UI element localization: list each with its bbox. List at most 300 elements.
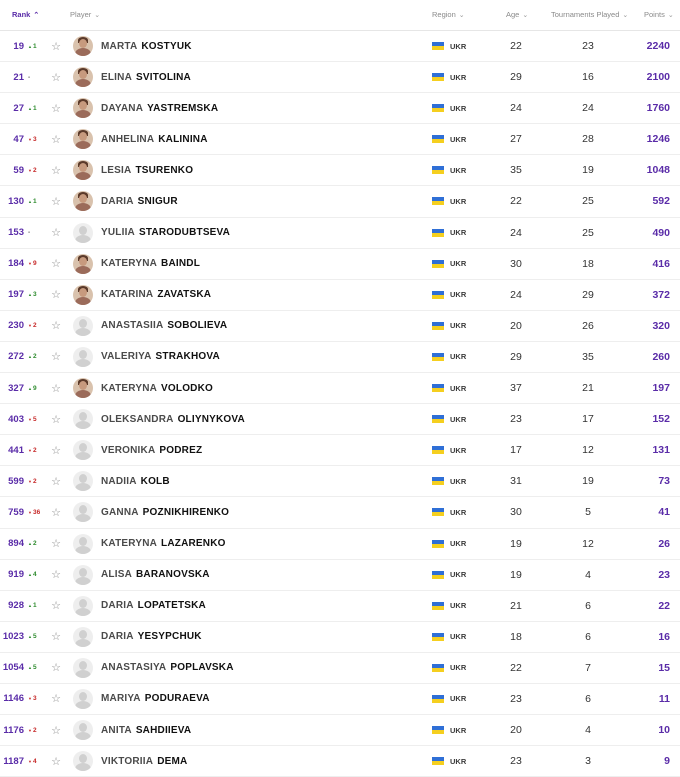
table-row[interactable]: [0, 155, 680, 186]
player-name-link[interactable]: [101, 653, 234, 683]
player-last-name: KALININA: [158, 133, 208, 145]
avatar: [73, 67, 93, 87]
rank-movement: [28, 31, 46, 61]
avatar: [73, 440, 93, 460]
rank-movement: [28, 435, 46, 465]
chevron-down-icon: ⌄: [522, 11, 529, 19]
rank-movement-value: 3: [32, 291, 37, 299]
table-row[interactable]: [0, 342, 680, 373]
sort-age-header[interactable]: [506, 10, 528, 19]
table-row[interactable]: [0, 373, 680, 404]
ukraine-flag-icon: [432, 322, 444, 330]
tournaments-value: 24: [582, 102, 594, 115]
rank-movement: [28, 715, 46, 745]
country-code: UKR: [450, 321, 467, 331]
points-value: 2240: [646, 40, 670, 52]
age-value: 23: [510, 755, 522, 768]
rank-movement: [28, 404, 46, 434]
points-value: 131: [652, 444, 670, 457]
player-name-link[interactable]: [101, 715, 191, 745]
player-name-link[interactable]: [101, 249, 200, 279]
age-value: 24: [510, 226, 522, 239]
favorite-star-icon[interactable]: ☆: [51, 444, 61, 457]
player-avatar-container: [72, 653, 94, 683]
player-last-name: YESYPCHUK: [137, 631, 202, 643]
tournaments-value: 6: [585, 630, 591, 643]
player-first-name: DARIA: [101, 195, 134, 207]
tournaments-value: 19: [582, 475, 594, 488]
movement-arrow-icon: ▼: [28, 478, 32, 484]
points-value: 490: [652, 226, 670, 239]
rank-movement-value: 3: [32, 135, 37, 143]
avatar: [73, 565, 93, 585]
rank-movement: [28, 591, 46, 621]
favorite-star-icon[interactable]: ☆: [51, 631, 61, 644]
country-code: UKR: [450, 601, 467, 611]
player-last-name: BARANOVSKA: [136, 569, 210, 581]
player-first-name: KATERYNA: [101, 382, 158, 394]
player-last-name: ZAVATSKA: [157, 289, 212, 301]
age-value: 20: [510, 319, 522, 332]
player-name-link[interactable]: [101, 31, 192, 61]
country-code: UKR: [450, 165, 467, 175]
sort-rank-header[interactable]: [12, 10, 39, 19]
rank-movement: [28, 249, 46, 279]
rank-value: 441: [8, 444, 24, 456]
country-code: UKR: [450, 352, 467, 362]
rank-movement-value: 5: [32, 415, 37, 423]
table-row[interactable]: [0, 529, 680, 560]
points-value: 2100: [646, 71, 670, 84]
player-name-link[interactable]: [101, 684, 210, 714]
tournaments-value: 16: [582, 71, 594, 84]
rank-movement: [28, 218, 46, 248]
player-first-name: VERONIKA: [101, 444, 156, 456]
favorite-star-icon[interactable]: ☆: [51, 600, 61, 613]
rank-movement: [28, 529, 46, 559]
avatar: [73, 347, 93, 367]
player-last-name: SAHDIIEVA: [135, 724, 192, 736]
country-code: UKR: [450, 632, 467, 642]
age-value: 22: [510, 661, 522, 674]
rank-movement: [28, 560, 46, 590]
rank-value: 230: [8, 320, 24, 332]
favorite-star-icon[interactable]: ☆: [51, 351, 61, 364]
favorite-star-icon[interactable]: ☆: [51, 71, 61, 84]
avatar: [73, 285, 93, 305]
player-avatar-container: [72, 560, 94, 590]
table-row[interactable]: [0, 466, 680, 497]
points-value: 16: [658, 630, 670, 643]
table-row[interactable]: [0, 497, 680, 528]
table-row[interactable]: [0, 591, 680, 622]
age-value: 20: [510, 724, 522, 737]
points-value: 9: [664, 755, 670, 768]
ukraine-flag-icon: [432, 602, 444, 610]
movement-arrow-icon: ▼: [28, 136, 32, 142]
table-row[interactable]: [0, 311, 680, 342]
player-name-link[interactable]: [101, 280, 211, 310]
tournaments-value: 6: [585, 692, 591, 705]
ukraine-flag-icon: [432, 353, 444, 361]
player-last-name: KOSTYUK: [141, 40, 192, 52]
movement-arrow-icon: ▲: [28, 354, 32, 360]
player-first-name: OLEKSANDRA: [101, 413, 174, 425]
country-code: UKR: [450, 507, 467, 517]
tournaments-value: 4: [585, 568, 591, 581]
avatar: [73, 751, 93, 771]
rank-movement: [28, 466, 46, 496]
movement-arrow-icon: ▼: [28, 509, 32, 515]
player-first-name: DARIA: [101, 600, 134, 612]
rank-movement-value: 2: [32, 477, 37, 485]
rank-movement-value: 36: [32, 508, 41, 516]
country-code: UKR: [450, 445, 467, 455]
player-name-link[interactable]: [101, 497, 229, 527]
tournaments-value: 25: [582, 195, 594, 208]
age-value: 19: [510, 568, 522, 581]
points-value: 41: [658, 506, 670, 519]
player-first-name: DAYANA: [101, 102, 144, 114]
player-avatar-container: [72, 62, 94, 92]
points-value: 10: [658, 724, 670, 737]
player-first-name: KATERYNA: [101, 538, 158, 549]
player-name-link[interactable]: [101, 155, 193, 185]
tournaments-value: 18: [582, 257, 594, 270]
rank-value: 1176: [3, 724, 24, 736]
player-last-name: PODREZ: [159, 444, 203, 456]
favorite-star-icon[interactable]: ☆: [51, 258, 61, 271]
player-first-name: VIKTORIIA: [101, 755, 154, 767]
player-name-link[interactable]: [101, 218, 230, 248]
movement-arrow-icon: ▲: [28, 43, 32, 49]
country-code: UKR: [450, 383, 467, 393]
player-last-name: VOLODKO: [161, 382, 214, 394]
rank-movement: [28, 497, 46, 527]
rank-value: 894: [8, 538, 24, 549]
player-name-link[interactable]: [101, 746, 187, 776]
movement-arrow-icon: ▲: [28, 198, 32, 204]
points-value: 1246: [646, 133, 670, 146]
player-first-name: DARIA: [101, 631, 134, 643]
avatar: [73, 689, 93, 709]
favorite-star-icon[interactable]: ☆: [51, 475, 61, 488]
player-last-name: LOPATETSKA: [137, 600, 206, 612]
rank-value: 327: [8, 382, 24, 394]
age-value: 35: [510, 164, 522, 177]
country-code: UKR: [450, 134, 467, 144]
table-row[interactable]: [0, 249, 680, 280]
ukraine-flag-icon: [432, 260, 444, 268]
favorite-star-icon[interactable]: ☆: [51, 693, 61, 706]
points-value: 15: [658, 661, 670, 674]
player-last-name: OLIYNYKOVA: [177, 413, 245, 425]
table-row[interactable]: [0, 93, 680, 124]
chevron-down-icon: ⌄: [622, 11, 629, 19]
tournaments-value: 21: [582, 382, 594, 395]
tournaments-value: 17: [582, 413, 594, 426]
player-avatar-container: [72, 404, 94, 434]
country-code: UKR: [450, 290, 467, 300]
player-name-link[interactable]: [101, 591, 206, 621]
player-last-name: STRAKHOVA: [155, 351, 220, 363]
favorite-star-icon[interactable]: ☆: [51, 195, 61, 208]
player-name-link[interactable]: [101, 622, 202, 652]
table-row[interactable]: [0, 404, 680, 435]
chevron-down-icon: ⌄: [94, 11, 101, 19]
favorite-star-icon[interactable]: ☆: [51, 506, 61, 519]
region-header-label: Region: [432, 10, 456, 19]
table-row[interactable]: [0, 622, 680, 653]
rank-value: 184: [8, 258, 24, 270]
points-value: 416: [652, 257, 670, 270]
points-value: 320: [652, 319, 670, 332]
favorite-star-icon[interactable]: ☆: [51, 724, 61, 737]
avatar: [73, 627, 93, 647]
rank-movement: [28, 62, 46, 92]
favorite-star-icon[interactable]: ☆: [51, 538, 61, 550]
ukraine-flag-icon: [432, 757, 444, 765]
tournaments-value: 23: [582, 40, 594, 52]
chevron-down-icon: ⌄: [458, 11, 465, 19]
sort-tournaments-header[interactable]: [551, 10, 628, 19]
player-name-link[interactable]: [101, 311, 227, 341]
country-code: UKR: [450, 663, 467, 673]
country-code: UKR: [450, 41, 467, 51]
rank-value: 1023: [2, 631, 24, 643]
avatar: [73, 36, 93, 56]
player-last-name: STARODUBTSEVA: [138, 227, 231, 239]
player-name-link[interactable]: [101, 186, 178, 216]
favorite-star-icon[interactable]: ☆: [51, 320, 61, 333]
avatar: [73, 316, 93, 336]
favorite-star-icon[interactable]: ☆: [51, 289, 61, 302]
player-name-link[interactable]: [101, 342, 220, 372]
player-avatar-container: [72, 591, 94, 621]
rank-movement-value: -: [28, 229, 31, 237]
rank-movement: [28, 342, 46, 372]
player-first-name: LESIA: [101, 164, 132, 176]
age-value: 30: [510, 506, 522, 519]
player-avatar-container: [72, 466, 94, 496]
favorite-star-icon[interactable]: ☆: [51, 102, 61, 115]
player-avatar-container: [72, 746, 94, 776]
player-name-link[interactable]: [101, 529, 226, 559]
ukraine-flag-icon: [432, 695, 444, 703]
player-first-name: ANASTASIIA: [101, 320, 164, 332]
sort-player-header[interactable]: [70, 10, 100, 19]
rank-movement-value: 4: [32, 757, 37, 765]
ukraine-flag-icon: [432, 197, 444, 205]
player-avatar-container: [72, 93, 94, 123]
favorite-star-icon[interactable]: ☆: [51, 755, 61, 768]
tournaments-value: 7: [585, 661, 591, 674]
tournaments-value: 28: [582, 133, 594, 146]
favorite-star-icon[interactable]: ☆: [51, 133, 61, 146]
rank-value: 928: [8, 600, 24, 612]
ukraine-flag-icon: [432, 446, 444, 454]
rank-value: 19: [13, 40, 24, 52]
country-code: UKR: [450, 570, 467, 580]
ukraine-flag-icon: [432, 73, 444, 81]
ukraine-flag-icon: [432, 664, 444, 672]
age-value: 23: [510, 413, 522, 426]
age-value: 19: [510, 537, 522, 550]
points-value: 22: [658, 599, 670, 612]
player-last-name: YASTREMSKA: [147, 102, 219, 114]
tournaments-value: 5: [585, 506, 591, 519]
rank-movement-value: 2: [32, 446, 37, 454]
rank-movement-value: -: [28, 73, 31, 81]
player-last-name: LAZARENKO: [161, 538, 226, 549]
avatar: [73, 223, 93, 243]
player-avatar-container: [72, 31, 94, 61]
player-last-name: TSURENKO: [135, 164, 194, 176]
table-row[interactable]: [0, 218, 680, 249]
player-avatar-container: [72, 622, 94, 652]
rank-movement-value: 5: [32, 633, 37, 641]
table-row[interactable]: [0, 186, 680, 217]
table-row[interactable]: [0, 715, 680, 746]
table-row[interactable]: [0, 684, 680, 715]
rank-value: 1187: [3, 755, 24, 767]
country-code: UKR: [450, 725, 467, 735]
player-avatar-container: [72, 218, 94, 248]
rank-movement-value: 1: [32, 104, 37, 112]
age-value: 24: [510, 288, 522, 301]
movement-arrow-icon: ▲: [28, 541, 32, 546]
points-value: 1760: [646, 102, 670, 115]
sort-points-header[interactable]: [644, 10, 674, 19]
player-last-name: PODURAEVA: [144, 693, 210, 705]
player-first-name: KATARINA: [101, 289, 154, 301]
points-value: 11: [658, 692, 670, 705]
player-last-name: BAINDL: [161, 258, 201, 270]
age-value: 31: [510, 475, 522, 488]
ukraine-flag-icon: [432, 571, 444, 579]
avatar: [73, 191, 93, 211]
rank-value: 47: [13, 133, 24, 145]
rank-movement-value: 3: [32, 695, 37, 703]
favorite-star-icon[interactable]: ☆: [51, 227, 61, 240]
movement-arrow-icon: ▼: [28, 696, 32, 702]
table-header: [0, 0, 680, 31]
rank-movement: [28, 373, 46, 403]
movement-arrow-icon: ▲: [28, 292, 32, 298]
rank-movement: [28, 186, 46, 216]
rank-value: 197: [8, 289, 24, 301]
rank-movement: [28, 280, 46, 310]
points-value: 26: [658, 537, 670, 550]
rank-movement-value: 5: [32, 664, 37, 672]
country-code: UKR: [450, 476, 467, 486]
table-row[interactable]: [0, 31, 680, 62]
rank-value: 130: [8, 195, 24, 207]
movement-arrow-icon: ▼: [28, 758, 32, 764]
favorite-star-icon[interactable]: ☆: [51, 413, 61, 426]
player-name-link[interactable]: [101, 560, 210, 590]
favorite-star-icon[interactable]: ☆: [51, 662, 61, 675]
points-value: 197: [652, 382, 670, 395]
favorite-star-icon[interactable]: ☆: [51, 569, 61, 582]
tournaments-value: 26: [582, 319, 594, 332]
movement-arrow-icon: ▲: [28, 385, 32, 391]
table-row[interactable]: [0, 560, 680, 591]
rank-movement-value: 9: [32, 384, 37, 392]
sort-region-header[interactable]: [432, 10, 465, 19]
favorite-star-icon[interactable]: ☆: [51, 164, 61, 177]
ukraine-flag-icon: [432, 229, 444, 237]
rank-value: 919: [8, 569, 24, 581]
ukraine-flag-icon: [432, 415, 444, 423]
table-row[interactable]: [0, 124, 680, 155]
rank-value: 59: [13, 164, 24, 176]
country-code: UKR: [450, 72, 467, 82]
player-name-link[interactable]: [101, 466, 170, 496]
age-value: 22: [510, 195, 522, 208]
player-avatar-container: [72, 373, 94, 403]
tournaments-value: 6: [585, 599, 591, 612]
rank-movement-value: 1: [32, 602, 37, 610]
rank-movement: [28, 311, 46, 341]
country-code: UKR: [450, 539, 467, 548]
age-header-label: Age: [506, 10, 520, 19]
rank-movement: [28, 155, 46, 185]
player-first-name: GANNA: [101, 506, 139, 518]
rank-movement-value: 2: [32, 540, 37, 547]
tournaments-header-label: Tournaments Played: [551, 10, 620, 19]
player-name-link[interactable]: [101, 62, 191, 92]
favorite-star-icon[interactable]: ☆: [51, 40, 61, 53]
age-value: 27: [510, 133, 522, 146]
player-first-name: ANASTASIYA: [101, 662, 167, 674]
player-name-link[interactable]: [101, 124, 208, 154]
age-value: 18: [510, 630, 522, 643]
country-code: UKR: [450, 756, 467, 766]
age-value: 21: [510, 599, 522, 612]
table-row[interactable]: [0, 653, 680, 684]
player-name-link[interactable]: [101, 93, 218, 123]
player-first-name: KATERYNA: [101, 258, 158, 270]
table-row[interactable]: [0, 62, 680, 93]
table-row[interactable]: [0, 435, 680, 466]
tournaments-value: 4: [585, 724, 591, 737]
player-last-name: SNIGUR: [137, 195, 178, 207]
ukraine-flag-icon: [432, 508, 444, 516]
age-value: 37: [510, 382, 522, 395]
player-name-link[interactable]: [101, 435, 202, 465]
ukraine-flag-icon: [432, 135, 444, 143]
player-name-link[interactable]: [101, 404, 245, 434]
player-name-link[interactable]: [101, 373, 213, 403]
player-last-name: POZNIKHIRENKO: [142, 506, 230, 518]
player-avatar-container: [72, 497, 94, 527]
rank-movement-value: 1: [32, 197, 37, 205]
player-last-name: DEMA: [157, 755, 188, 767]
age-value: 24: [510, 102, 522, 115]
points-value: 152: [652, 413, 670, 426]
tournaments-value: 25: [582, 226, 594, 239]
player-avatar-container: [72, 124, 94, 154]
table-row[interactable]: [0, 280, 680, 311]
movement-arrow-icon: ▼: [28, 447, 32, 453]
player-avatar-container: [72, 715, 94, 745]
tournaments-value: 19: [582, 164, 594, 177]
favorite-star-icon[interactable]: ☆: [51, 382, 61, 395]
ukraine-flag-icon: [432, 540, 444, 548]
table-row[interactable]: [0, 746, 680, 777]
age-value: 22: [510, 40, 522, 52]
